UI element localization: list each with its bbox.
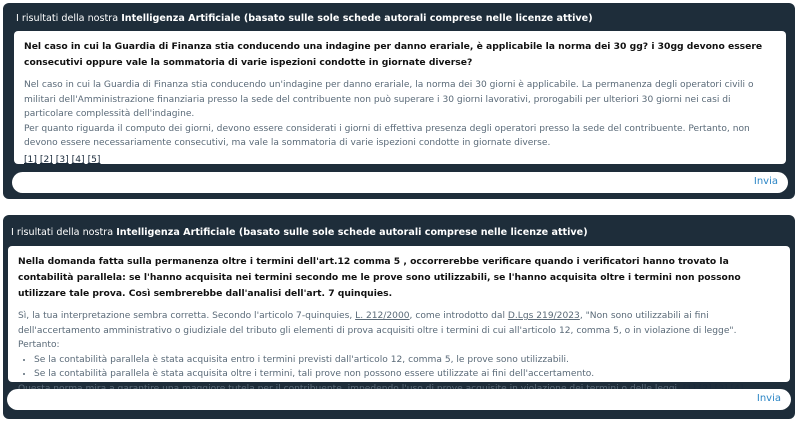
header-prefix: I risultati della nostra — [11, 227, 114, 238]
references — [24, 153, 776, 168]
reference-link-2[interactable]: [2] — [39, 154, 53, 165]
message-input[interactable] — [7, 389, 791, 410]
panel-header — [16, 13, 593, 24]
question-text: Nel caso in cui la Guardia di Finanza stia conducendo una indagine per danno erariale, è applicabile la norma dei 30 gg? i 30gg devono essere consecutivi oppure vale la sommatoria di varie ispezioni condotte in giornate diverse? — [24, 41, 763, 68]
qa-card — [8, 246, 790, 382]
list-item: • Se la contabilità parallela è stata acquisita oltre i termini, tali prove non possono essere utilizzate ai fini dell'accertamento. — [34, 367, 780, 382]
reference-link-4[interactable]: [4] — [71, 154, 85, 165]
qa-card — [14, 31, 786, 164]
answer-part-c: , "Non sono utilizzabili ai fini dell'accertamento amministrativo o giudiziale del tributo gli elementi di prova acquisiti oltre i termini di cui all'articolo 12, comma 5, o in violazione di legge". Pertanto: — [18, 311, 737, 351]
header-prefix: I risultati della nostra — [16, 13, 119, 24]
answer-part-a: Sì, la tua interpretazione sembra corretta. Secondo l'articolo 7-quinquies, — [18, 311, 353, 321]
answer-text — [24, 78, 776, 168]
reference-link-5[interactable]: [5] — [87, 154, 101, 165]
law-link-219-2023[interactable]: D.Lgs 219/2023 — [507, 311, 580, 321]
reference-link-3[interactable]: [3] — [55, 154, 69, 165]
answer-paragraph-1: Nel caso in cui la Guardia di Finanza stia conducendo un'indagine per danno erariale, la norma dei 30 giorni è applicabile. La permanenza degli operatori civili o militari dell'Amministrazione finanziaria presso la sede del contribuente non può superare i 30 giorni lavorativi, prorogabili per ulteriori 30 giorni nei casi di particolare complessità dell'indagine. — [24, 80, 754, 120]
law-link-212-2000[interactable]: L. 212/2000 — [355, 311, 410, 321]
ai-result-panel-2 — [3, 215, 795, 419]
question-text: Nella domanda fatta sulla permanenza oltre i termini dell'art.12 comma 5 , occorrerebbe verificare quando i verificatori hanno trovato la contabilità parallela: se l'hanno acquisita nei termini secondo me le prove sono utilizzabili, se l'hanno acquisita oltre i termini non possono utilizzare tale prova. Così sembrerebbe dall'analisi dell'art. 7 quinquies. — [18, 256, 741, 299]
answer-text — [18, 309, 780, 397]
send-button[interactable]: Invia — [756, 393, 781, 404]
message-input[interactable] — [12, 172, 788, 193]
header-bold: Intelligenza Artificiale (basato sulle sole schede autorali comprese nelle licenze attive) — [121, 13, 593, 24]
list-item: • Se la contabilità parallela è stata acquisita entro i termini previsti dall'articolo 12, comma 5, le prove sono utilizzabili. — [34, 353, 780, 368]
header-bold: Intelligenza Artificiale (basato sulle sole schede autorali comprese nelle licenze attive) — [116, 227, 588, 238]
panel-header — [11, 227, 588, 238]
send-button[interactable]: Invia — [753, 176, 778, 187]
answer-part-b: , come introdotto dal — [409, 311, 505, 321]
answer-bullet-list — [18, 353, 780, 382]
answer-paragraph-2: Per quanto riguarda il computo dei giorni, devono essere considerati i giorni di effettiva presenza degli operatori presso la sede del contribuente. Pertanto, non devono essere necessariamente consecutivi, ma vale la sommatoria di varie ispezioni condotte in giornate diverse. — [24, 123, 750, 149]
answer-paragraph-1 — [18, 309, 780, 353]
reference-link-1[interactable]: [1] — [24, 154, 37, 165]
ai-result-panel-1 — [3, 3, 795, 199]
